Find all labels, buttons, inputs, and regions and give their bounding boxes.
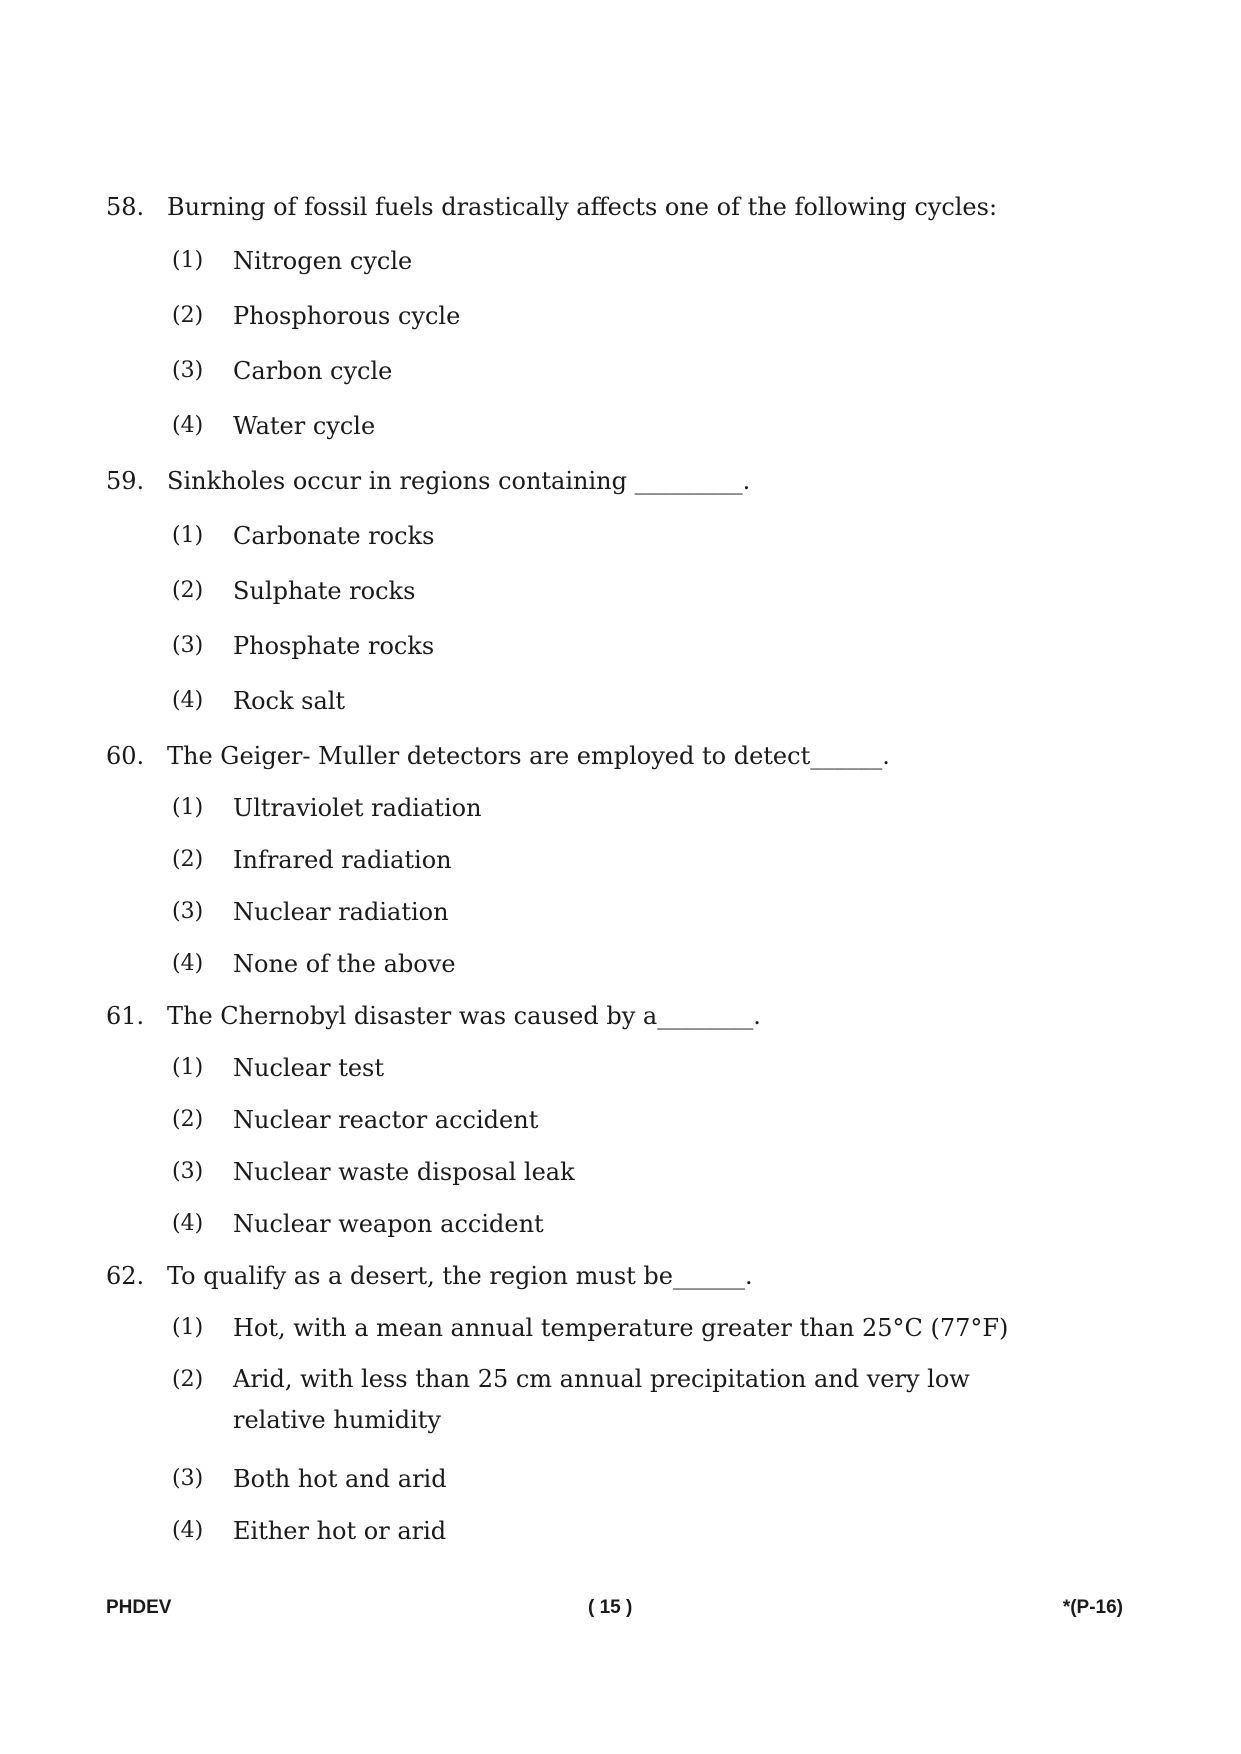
question-number: 59.	[106, 467, 145, 495]
option-label: (1)	[172, 795, 204, 820]
option-text: Both hot and arid	[233, 1465, 447, 1493]
option-label: (1)	[172, 1315, 204, 1340]
option-label: (3)	[172, 358, 204, 383]
option-text: Either hot or arid	[233, 1517, 447, 1545]
option-text: None of the above	[233, 950, 456, 978]
option-label: (3)	[172, 899, 204, 924]
option-text: Nuclear waste disposal leak	[233, 1158, 575, 1186]
question-number: 61.	[106, 1002, 145, 1030]
option-text: Arid, with less than 25 cm annual precipitation and very low relative humidity	[233, 1365, 970, 1434]
option-text: Nuclear radiation	[233, 898, 449, 926]
option-label: (2)	[172, 578, 204, 603]
option-label: (4)	[172, 1518, 204, 1543]
option-text: Nuclear test	[233, 1054, 384, 1082]
question-number: 60.	[106, 742, 145, 770]
question-text: Sinkholes occur in regions containing _________.	[167, 467, 751, 495]
question-text: Burning of fossil fuels drastically affects one of the following cycles:	[167, 193, 998, 221]
option-label: (1)	[172, 523, 204, 548]
option-label: (4)	[172, 413, 204, 438]
page-number: ( 15 )	[588, 1597, 633, 1618]
option-label: (3)	[172, 1159, 204, 1184]
option-label: (3)	[172, 633, 204, 658]
option-label: (2)	[172, 1107, 204, 1132]
option-text: Hot, with a mean annual temperature greater than 25°C (77°F)	[233, 1314, 1009, 1342]
question-number: 58.	[106, 193, 145, 221]
option-label: (1)	[172, 248, 204, 273]
question-text: The Chernobyl disaster was caused by a________.	[167, 1002, 761, 1030]
option-label: (4)	[172, 951, 204, 976]
question-text: The Geiger- Muller detectors are employed to detect______.	[167, 742, 890, 770]
option-text: Carbonate rocks	[233, 522, 435, 550]
option-text: Sulphate rocks	[233, 577, 416, 605]
option-label: (4)	[172, 1211, 204, 1236]
option-text: Ultraviolet radiation	[233, 794, 482, 822]
option-text: Infrared radiation	[233, 846, 452, 874]
option-text: Nitrogen cycle	[233, 247, 413, 275]
question-number: 62.	[106, 1262, 145, 1290]
option-text: Rock salt	[233, 687, 346, 715]
option-text: Carbon cycle	[233, 357, 393, 385]
option-text: Phosphate rocks	[233, 632, 435, 660]
option-label: (2)	[172, 1367, 204, 1392]
option-text: Nuclear weapon accident	[233, 1210, 544, 1238]
option-text: Nuclear reactor accident	[233, 1106, 539, 1134]
option-text: Water cycle	[233, 412, 376, 440]
footer-code: PHDEV	[106, 1597, 172, 1618]
option-text: Phosphorous cycle	[233, 302, 461, 330]
option-label: (4)	[172, 688, 204, 713]
option-label: (2)	[172, 847, 204, 872]
option-label: (2)	[172, 303, 204, 328]
footer-page-ref: *(P-16)	[1062, 1597, 1123, 1618]
option-label: (3)	[172, 1466, 204, 1491]
question-text: To qualify as a desert, the region must be______.	[167, 1262, 753, 1290]
option-label: (1)	[172, 1055, 204, 1080]
